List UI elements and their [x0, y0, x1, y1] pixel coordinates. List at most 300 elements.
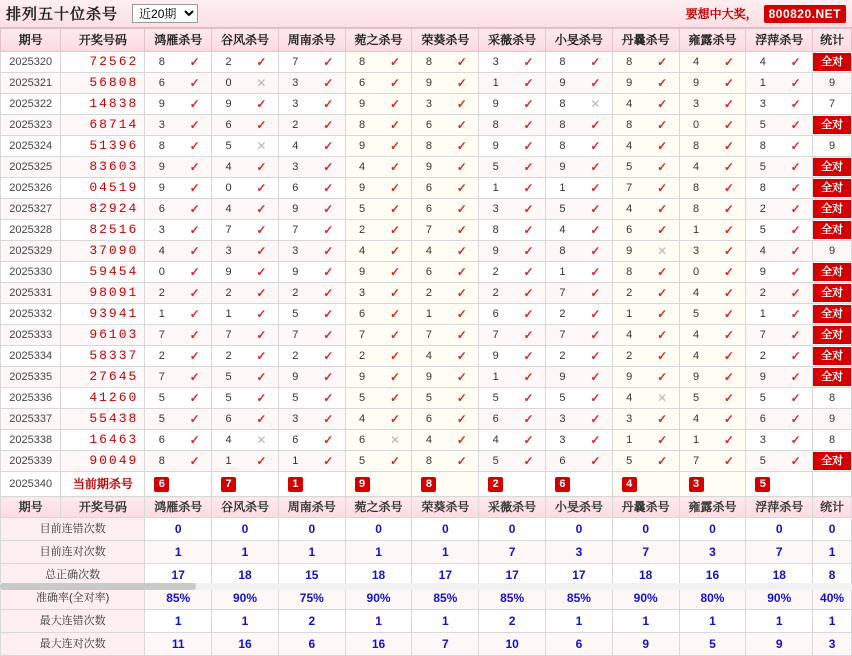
hit-icon: ✓ — [389, 139, 401, 153]
kill-cell — [479, 136, 546, 157]
kill-number: 4 — [425, 350, 432, 362]
kill-cell — [746, 220, 813, 241]
stats-label: 目前连对次数 — [1, 541, 145, 564]
kill-number: 6 — [292, 182, 299, 194]
hit-icon: ✓ — [723, 412, 734, 426]
stats-value: 11 — [145, 633, 212, 656]
kill-cell — [145, 52, 212, 73]
table-row — [1, 199, 852, 220]
kill-number: 9 — [492, 245, 499, 257]
kill-number: 2 — [225, 56, 232, 68]
stats-value: 80% — [679, 587, 746, 610]
kill-cell — [479, 304, 546, 325]
hit-icon: ✓ — [523, 454, 534, 468]
kill-number: 8 — [425, 140, 432, 152]
row-code: 68714 — [61, 115, 145, 136]
row-stat — [813, 157, 852, 178]
hit-icon: ✓ — [657, 265, 668, 279]
all-hit-badge: 全对 — [813, 452, 851, 470]
kill-number: 3 — [158, 224, 165, 236]
hit-icon: ✓ — [723, 202, 734, 216]
row-period: 2025338 — [1, 430, 61, 451]
kill-cell — [278, 388, 345, 409]
kill-number: 9 — [359, 140, 366, 152]
kill-cell — [212, 52, 279, 73]
kill-cell — [546, 451, 613, 472]
row-stat — [813, 283, 852, 304]
kill-number: 6 — [425, 413, 432, 425]
row-period: 2025325 — [1, 157, 61, 178]
kill-cell — [679, 325, 746, 346]
kill-cell — [746, 325, 813, 346]
col-killer-2-4: 荣葵杀号 — [412, 497, 479, 518]
row-code: 04519 — [61, 178, 145, 199]
row-code: 37090 — [61, 241, 145, 262]
kill-cell — [612, 241, 679, 262]
stats-value: 1 — [546, 610, 613, 633]
kill-cell — [612, 136, 679, 157]
stats-value: 3 — [546, 541, 613, 564]
hit-icon: ✓ — [590, 118, 601, 132]
hit-icon: ✓ — [189, 328, 200, 342]
kill-number: 1 — [626, 434, 633, 446]
kill-number: 9 — [292, 371, 299, 383]
hit-icon: ✓ — [189, 286, 200, 300]
kill-number: 2 — [292, 350, 299, 362]
kill-cell — [145, 136, 212, 157]
kill-number: 5 — [225, 140, 232, 152]
kill-cell — [746, 94, 813, 115]
miss-icon: ✕ — [256, 76, 267, 90]
kill-number: 1 — [292, 455, 299, 467]
kill-number: 7 — [692, 455, 700, 467]
kill-number: 3 — [559, 434, 566, 446]
kill-cell — [679, 115, 746, 136]
kill-cell — [679, 430, 746, 451]
kill-cell — [479, 367, 546, 388]
hit-icon: ✓ — [323, 265, 334, 279]
hit-icon: ✓ — [790, 433, 801, 447]
col-killer-2-9: 浮萍杀号 — [746, 497, 813, 518]
kill-number: 2 — [158, 350, 165, 362]
hit-icon: ✓ — [456, 328, 467, 342]
kill-number: 2 — [492, 266, 499, 278]
kill-cell — [278, 73, 345, 94]
kill-number: 6 — [158, 203, 165, 215]
hit-icon: ✓ — [790, 139, 801, 153]
kill-number: 9 — [626, 77, 633, 89]
kill-number: 4 — [359, 245, 366, 257]
hit-icon: ✓ — [523, 97, 534, 111]
hit-icon: ✓ — [323, 160, 334, 174]
stats-value: 90% — [212, 587, 279, 610]
current-stat — [813, 472, 852, 497]
kill-cell — [679, 136, 746, 157]
kill-cell — [278, 304, 345, 325]
hit-icon: ✓ — [256, 412, 267, 426]
kill-cell — [278, 451, 345, 472]
hit-icon: ✓ — [389, 286, 401, 300]
hit-icon: ✓ — [723, 454, 734, 468]
stats-value: 90% — [746, 587, 813, 610]
hit-icon: ✓ — [590, 433, 601, 447]
kill-number: 3 — [692, 98, 700, 110]
kill-cell — [746, 73, 813, 94]
kill-cell — [546, 388, 613, 409]
kill-number: 2 — [225, 287, 232, 299]
hit-icon: ✓ — [389, 160, 401, 174]
kill-number: 5 — [692, 308, 700, 320]
kill-number: 1 — [492, 77, 499, 89]
current-kill-cell — [546, 472, 613, 497]
kill-cell — [546, 367, 613, 388]
kill-cell — [345, 388, 412, 409]
table-row — [1, 52, 852, 73]
stats-value: 1 — [145, 541, 212, 564]
kill-cell — [679, 94, 746, 115]
kill-cell — [412, 241, 479, 262]
hit-icon: ✓ — [723, 265, 734, 279]
hit-icon: ✓ — [256, 160, 267, 174]
stats-value: 1 — [278, 541, 345, 564]
hit-icon: ✓ — [523, 391, 534, 405]
hit-icon: ✓ — [323, 370, 334, 384]
kill-cell — [345, 409, 412, 430]
kill-number: 4 — [158, 245, 165, 257]
kill-number: 2 — [425, 287, 432, 299]
hit-icon: ✓ — [389, 349, 401, 363]
hit-icon: ✓ — [323, 139, 334, 153]
kill-cell — [612, 199, 679, 220]
hit-icon: ✓ — [790, 202, 801, 216]
stats-value: 1 — [412, 541, 479, 564]
kill-number: 2 — [359, 350, 366, 362]
kill-cell — [278, 283, 345, 304]
kill-number: 4 — [492, 434, 499, 446]
kill-cell — [412, 178, 479, 199]
kill-cell — [546, 241, 613, 262]
kill-number: 3 — [425, 98, 432, 110]
table-row — [1, 178, 852, 199]
hit-icon: ✓ — [456, 265, 467, 279]
row-stat — [813, 346, 852, 367]
kill-cell — [546, 136, 613, 157]
kill-cell — [345, 136, 412, 157]
hit-icon: ✓ — [456, 370, 467, 384]
hit-icon: ✓ — [323, 118, 334, 132]
hit-icon: ✓ — [523, 55, 534, 69]
kill-cell — [345, 367, 412, 388]
hit-icon: ✓ — [790, 328, 801, 342]
kill-cell — [612, 451, 679, 472]
kill-number: 6 — [425, 266, 432, 278]
kill-cell — [612, 52, 679, 73]
kill-cell — [412, 220, 479, 241]
hit-icon: ✓ — [389, 391, 401, 405]
hit-icon: ✓ — [657, 97, 668, 111]
hit-icon: ✓ — [523, 202, 534, 216]
kill-cell — [345, 115, 412, 136]
col-killer-1: 谷风杀号 — [212, 29, 279, 52]
row-stat: 8 — [813, 430, 852, 451]
header-right — [686, 5, 846, 23]
hit-icon: ✓ — [657, 118, 668, 132]
kill-number: 3 — [292, 161, 299, 173]
kill-number: 8 — [425, 56, 432, 68]
hit-icon: ✓ — [790, 307, 801, 321]
table-row — [1, 136, 852, 157]
kill-number: 7 — [292, 224, 299, 236]
col-killer-6: 小旻杀号 — [546, 29, 613, 52]
stats-value: 1 — [145, 610, 212, 633]
kill-cell — [746, 115, 813, 136]
kill-number: 1 — [425, 308, 432, 320]
kill-number: 8 — [559, 119, 566, 131]
hit-icon: ✓ — [189, 433, 200, 447]
kill-cell — [345, 325, 412, 346]
kill-cell — [612, 346, 679, 367]
hit-icon: ✓ — [523, 307, 534, 321]
kill-cell — [278, 346, 345, 367]
kill-cell — [412, 304, 479, 325]
stats-value: 7 — [746, 541, 813, 564]
kill-number: 5 — [759, 455, 766, 467]
hit-icon: ✓ — [723, 244, 734, 258]
kill-cell — [479, 409, 546, 430]
kill-number: 7 — [292, 56, 299, 68]
hit-icon: ✓ — [590, 349, 601, 363]
kill-number: 0 — [692, 119, 700, 131]
hit-icon: ✓ — [723, 181, 734, 195]
table-row — [1, 430, 852, 451]
horizontal-scrollbar[interactable] — [0, 583, 852, 590]
kill-number: 9 — [225, 98, 232, 110]
current-kill-cell — [746, 472, 813, 497]
row-period: 2025331 — [1, 283, 61, 304]
kill-number: 6 — [425, 203, 432, 215]
page-title: 排列五十位杀号 — [6, 6, 119, 23]
kill-number: 8 — [626, 56, 633, 68]
hit-icon: ✓ — [256, 307, 267, 321]
hit-icon: ✓ — [790, 160, 801, 174]
current-kill-cell — [479, 472, 546, 497]
kill-number: 7 — [425, 224, 432, 236]
current-kill-number: 8 — [421, 477, 436, 492]
kill-cell — [612, 388, 679, 409]
kill-cell — [679, 304, 746, 325]
hit-icon: ✓ — [590, 307, 601, 321]
kill-number: 4 — [626, 98, 633, 110]
row-stat — [813, 199, 852, 220]
kill-cell — [212, 220, 279, 241]
hit-icon: ✓ — [456, 76, 467, 90]
all-hit-badge: 全对 — [813, 179, 851, 197]
kill-cell — [212, 325, 279, 346]
kill-number: 3 — [492, 56, 499, 68]
promo-text: 要想中大奖， — [685, 7, 758, 21]
kill-number: 3 — [759, 434, 766, 446]
kill-cell — [612, 157, 679, 178]
hit-icon: ✓ — [189, 160, 200, 174]
hit-icon: ✓ — [723, 223, 734, 237]
kill-number: 2 — [626, 287, 633, 299]
hit-icon: ✓ — [256, 223, 267, 237]
kill-cell — [212, 409, 279, 430]
stats-value: 0 — [479, 518, 546, 541]
row-period: 2025337 — [1, 409, 61, 430]
kill-cell — [746, 178, 813, 199]
hit-icon: ✓ — [790, 118, 801, 132]
miss-icon: ✕ — [256, 139, 267, 153]
hit-icon: ✓ — [657, 223, 668, 237]
stats-total: 3 — [813, 633, 852, 656]
kill-number: 2 — [559, 350, 566, 362]
kill-cell — [145, 115, 212, 136]
kill-number: 5 — [492, 161, 499, 173]
kill-cell — [546, 262, 613, 283]
col-killer-2-7: 丹曩杀号 — [612, 497, 679, 518]
kill-number: 9 — [559, 371, 566, 383]
hit-icon: ✓ — [523, 76, 534, 90]
current-kill-cell — [345, 472, 412, 497]
kill-cell — [546, 220, 613, 241]
row-code: 58337 — [61, 346, 145, 367]
kill-number: 6 — [225, 119, 232, 131]
kill-cell — [212, 388, 279, 409]
hit-icon: ✓ — [456, 202, 467, 216]
kill-number: 1 — [492, 371, 499, 383]
kill-cell — [345, 346, 412, 367]
kill-number: 5 — [626, 161, 633, 173]
kill-number: 1 — [692, 434, 700, 446]
stats-total: 1 — [813, 610, 852, 633]
kill-number: 5 — [158, 413, 165, 425]
kill-cell — [746, 136, 813, 157]
hit-icon: ✓ — [256, 118, 267, 132]
hit-icon: ✓ — [389, 265, 401, 279]
row-period: 2025324 — [1, 136, 61, 157]
kill-number: 1 — [559, 266, 566, 278]
kill-number: 2 — [158, 287, 165, 299]
kill-cell — [679, 220, 746, 241]
kill-number: 8 — [559, 98, 566, 110]
kill-cell — [412, 409, 479, 430]
hit-icon: ✓ — [323, 97, 334, 111]
current-kill-number: 9 — [355, 477, 370, 492]
kill-cell — [145, 220, 212, 241]
kill-cell — [612, 178, 679, 199]
kill-number: 5 — [158, 392, 165, 404]
hit-icon: ✓ — [389, 307, 401, 321]
stats-value: 1 — [679, 610, 746, 633]
hit-icon: ✓ — [590, 412, 601, 426]
scrollbar-thumb[interactable] — [0, 583, 196, 590]
kill-cell — [612, 409, 679, 430]
hit-icon: ✓ — [456, 307, 467, 321]
current-kill-cell — [679, 472, 746, 497]
kill-cell — [479, 199, 546, 220]
kill-cell — [679, 409, 746, 430]
kill-number: 2 — [292, 287, 299, 299]
row-code: 51396 — [61, 136, 145, 157]
kill-number: 7 — [559, 329, 566, 341]
kill-number: 9 — [759, 266, 766, 278]
kill-number: 9 — [425, 161, 432, 173]
table-row — [1, 283, 852, 304]
kill-number: 6 — [425, 182, 432, 194]
kill-cell — [278, 52, 345, 73]
row-stat: 9 — [813, 241, 852, 262]
hit-icon: ✓ — [657, 181, 668, 195]
kill-cell — [212, 367, 279, 388]
kill-number: 3 — [292, 245, 299, 257]
kill-number: 3 — [692, 245, 700, 257]
period-range-select[interactable] — [132, 4, 198, 23]
kill-cell — [746, 283, 813, 304]
hit-icon: ✓ — [657, 307, 668, 321]
all-hit-badge: 全对 — [813, 305, 851, 323]
header-row-bottom — [1, 497, 852, 518]
kill-cell — [212, 199, 279, 220]
col-stat-2: 统计 — [813, 497, 852, 518]
row-period: 2025330 — [1, 262, 61, 283]
kill-cell — [345, 94, 412, 115]
hit-icon: ✓ — [456, 55, 467, 69]
kill-number: 4 — [759, 56, 766, 68]
kill-cell — [145, 451, 212, 472]
hit-icon: ✓ — [723, 433, 734, 447]
hit-icon: ✓ — [389, 97, 401, 111]
kill-cell — [278, 136, 345, 157]
kill-cell — [412, 136, 479, 157]
stats-row — [1, 541, 852, 564]
kill-number: 9 — [158, 182, 165, 194]
stats-label: 最大连对次数 — [1, 633, 145, 656]
kill-number: 9 — [292, 266, 299, 278]
kill-number: 9 — [759, 371, 766, 383]
hit-icon: ✓ — [790, 349, 801, 363]
kill-number: 3 — [359, 287, 366, 299]
current-kill-number: 7 — [221, 477, 236, 492]
hit-icon: ✓ — [523, 370, 534, 384]
stats-value: 2 — [479, 610, 546, 633]
row-stat — [813, 52, 852, 73]
kill-number: 2 — [759, 350, 766, 362]
all-hit-badge: 全对 — [813, 263, 851, 281]
kill-cell — [412, 115, 479, 136]
hit-icon: ✓ — [723, 286, 734, 300]
kill-number: 1 — [759, 308, 766, 320]
kill-number: 3 — [225, 245, 232, 257]
kill-number: 5 — [492, 392, 499, 404]
hit-icon: ✓ — [723, 328, 734, 342]
kill-cell — [479, 325, 546, 346]
hit-icon: ✓ — [456, 391, 467, 405]
kill-number: 6 — [492, 413, 499, 425]
hit-icon: ✓ — [323, 76, 334, 90]
kill-cell — [546, 346, 613, 367]
row-stat — [813, 451, 852, 472]
hit-icon: ✓ — [189, 223, 200, 237]
all-hit-badge: 全对 — [813, 200, 851, 218]
row-period: 2025321 — [1, 73, 61, 94]
kill-cell — [479, 283, 546, 304]
row-code: 96103 — [61, 325, 145, 346]
kill-cell — [612, 325, 679, 346]
current-kill-cell — [212, 472, 279, 497]
col-killer-4: 荣葵杀号 — [412, 29, 479, 52]
hit-icon: ✓ — [790, 76, 801, 90]
